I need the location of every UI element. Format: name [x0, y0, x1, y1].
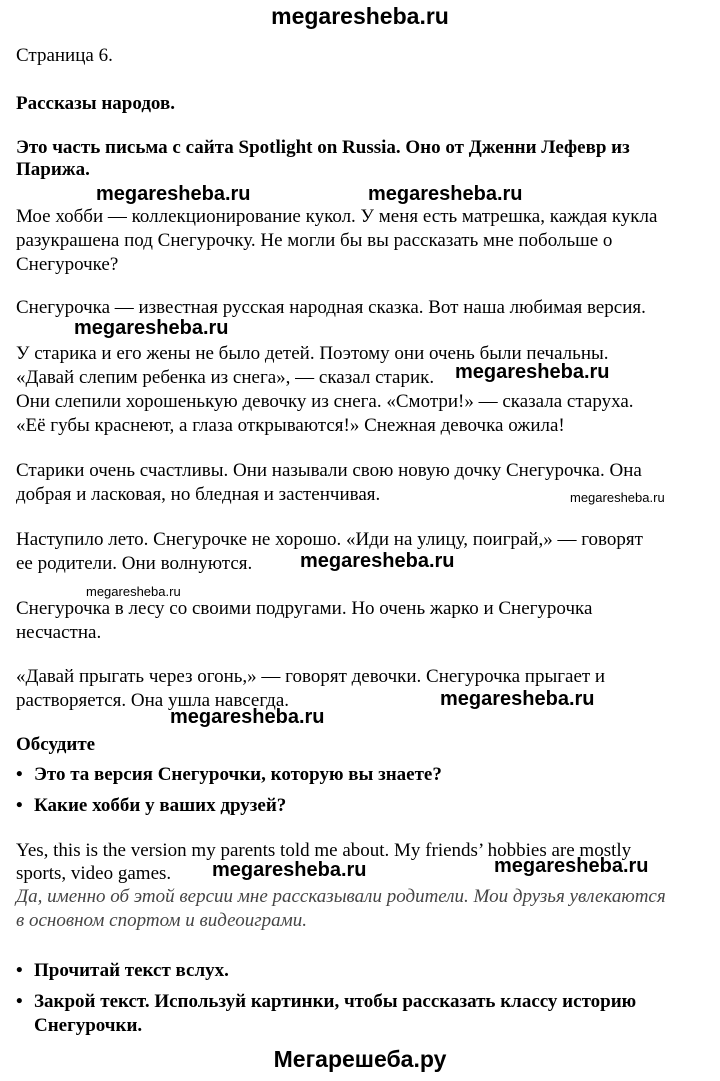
watermark: megaresheba.ru — [494, 855, 649, 877]
page-title: Рассказы народов. — [16, 93, 175, 114]
story-line: «Давай прыгать через огонь,» — говорят девочки. Снегурочка прыгает и — [16, 666, 606, 687]
intro-line: Парижа. — [16, 159, 90, 180]
discuss-bullet — [16, 763, 442, 787]
watermark: megaresheba.ru — [74, 317, 229, 339]
watermark: megaresheba.ru — [570, 490, 665, 505]
watermark: megaresheba.ru — [96, 183, 251, 205]
discuss-heading: Обсудите — [16, 734, 96, 755]
letter-line: разукрашена под Снегурочку. Не могли бы вы рассказать мне побольше о — [16, 230, 613, 251]
watermark: megaresheba.ru — [86, 584, 181, 599]
task-bullet — [16, 990, 636, 1038]
story-line: несчастна. — [16, 622, 102, 643]
watermark: megaresheba.ru — [300, 550, 455, 572]
answer-ru-line: Да, именно об этой версии мне рассказывали родители. Мои друзья увлекаются — [16, 886, 666, 907]
task-bullet — [16, 959, 229, 983]
watermark: megaresheba.ru — [455, 361, 610, 383]
story-line: У старика и его жены не было детей. Поэтому они очень были печальны. — [16, 343, 609, 364]
bullet-text: Какие хобби у ваших друзей? — [34, 795, 287, 816]
story-line: Старики очень счастливы. Они называли свою новую дочку Снегурочка. Она — [16, 460, 642, 481]
story-line: добрая и ласковая, но бледная и застенчивая. — [16, 484, 381, 505]
answer-ru-line: в основном спортом и видеоиграми. — [16, 910, 308, 931]
header-watermark: megaresheba.ru — [271, 3, 449, 29]
watermark: megaresheba.ru — [212, 859, 367, 881]
answer-en-line: sports, video games. — [16, 863, 172, 884]
intro-line: Это часть письма с сайта Spotlight on Russia. Оно от Дженни Лефевр из — [16, 137, 630, 158]
bullet-text: Это та версия Снегурочки, которую вы знаете? — [34, 764, 442, 785]
footer-watermark: Мегарешеба.ру — [273, 1046, 447, 1072]
bullet-icon: • — [16, 795, 23, 816]
discuss-bullet — [16, 794, 286, 818]
story-intro: Снегурочка — известная русская народная сказка. Вот наша любимая версия. — [16, 297, 646, 318]
page-label: Страница 6. — [16, 45, 113, 66]
watermark: megaresheba.ru — [440, 688, 595, 710]
story-line: ее родители. Они волнуются. — [16, 553, 253, 574]
bullet-icon: • — [16, 764, 23, 785]
story-line: «Давай слепим ребенка из снега», — сказал старик. — [16, 367, 435, 388]
story-line: Они слепили хорошенькую девочку из снега. «Смотри!» — сказала старуха. — [16, 391, 634, 412]
bullet-icon: • — [16, 960, 23, 981]
letter-line: Снегурочке? — [16, 254, 119, 275]
watermark: megaresheba.ru — [368, 183, 523, 205]
task-text: Снегурочки. — [34, 1015, 143, 1036]
letter-line: Мое хобби — коллекционирование кукол. У меня есть матрешка, каждая кукла — [16, 206, 658, 227]
story-line: «Её губы краснеют, а глаза открываются!» Снежная девочка ожила! — [16, 415, 565, 436]
story-line: Снегурочка в лесу со своими подругами. Но очень жарко и Снегурочка — [16, 598, 593, 619]
story-line: растворяется. Она ушла навсегда. — [16, 690, 290, 711]
bullet-icon: • — [16, 991, 23, 1012]
task-text: Прочитай текст вслух. — [34, 960, 229, 981]
story-line: Наступило лето. Снегурочке не хорошо. «Иди на улицу, поиграй,» — говорят — [16, 529, 643, 550]
watermark: megaresheba.ru — [170, 706, 325, 728]
task-text: Закрой текст. Используй картинки, чтобы рассказать классу историю — [34, 991, 637, 1012]
answer-en-line: Yes, this is the version my parents told me about. My friends’ hobbies are mostly — [16, 840, 632, 861]
